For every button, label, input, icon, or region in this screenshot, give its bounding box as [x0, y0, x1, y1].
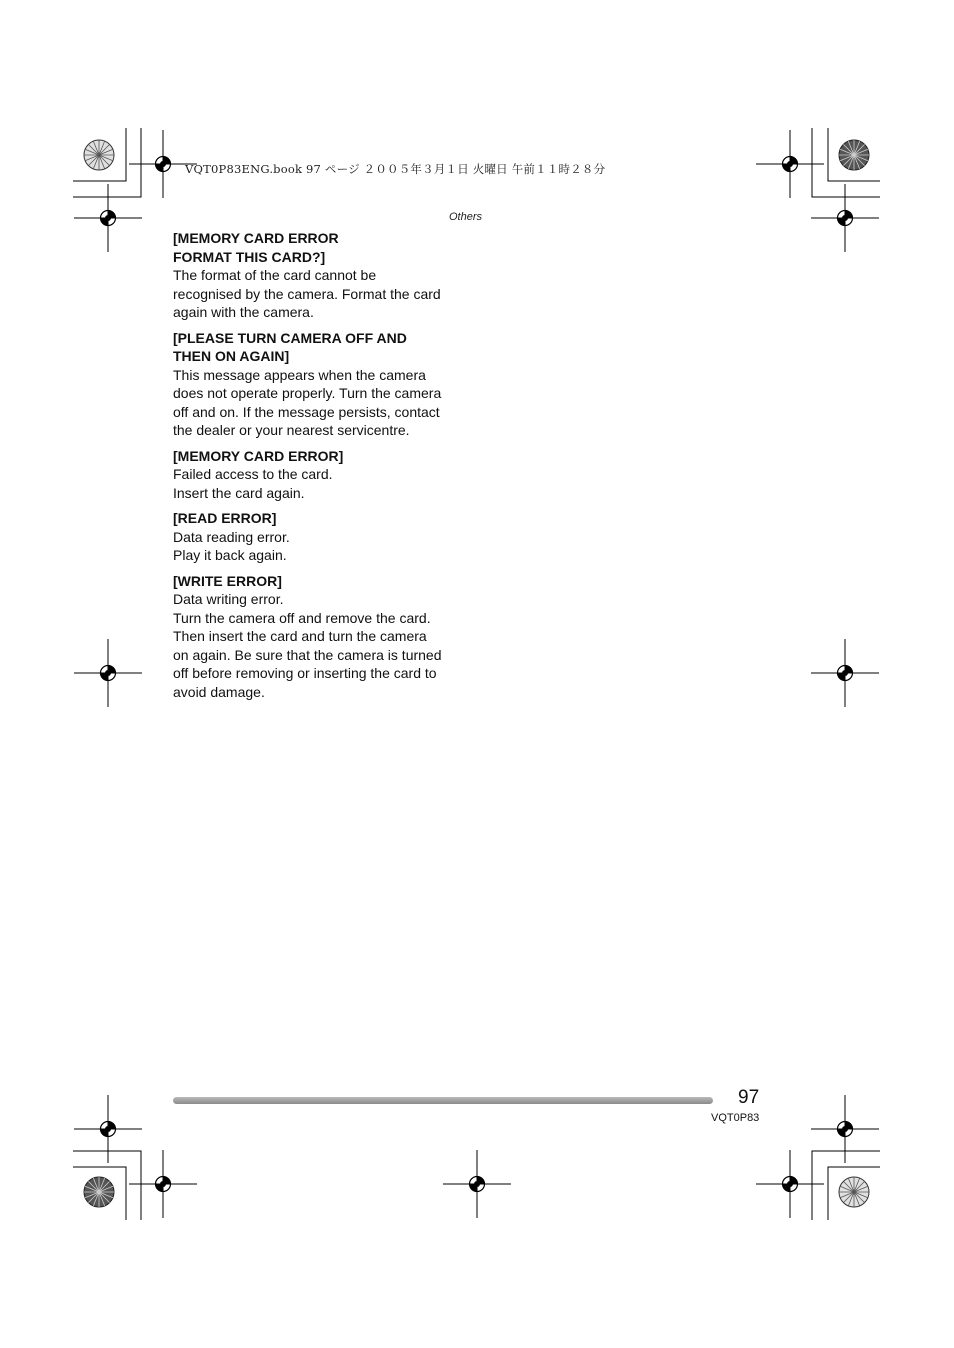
section-label: Others	[449, 211, 483, 223]
footer-bar	[173, 1097, 713, 1104]
error-entry	[173, 447, 458, 503]
error-title: [MEMORY CARD ERROR]	[173, 447, 344, 464]
error-message-list	[173, 229, 458, 708]
page-number: 97	[738, 1087, 760, 1108]
error-title: [WRITE ERROR]	[173, 572, 282, 589]
error-description: The format of the card cannot be recognised by the camera. Format the card again with the camera.	[173, 267, 441, 320]
error-description: This message appears when the camera does not operate properly. Turn the camera off and on. If the message persists, contact the dealer or your nearest servicentre.	[173, 366, 442, 438]
error-entry	[173, 229, 458, 322]
error-entry	[173, 509, 458, 565]
print-header: VQT0P83ENG.book 97 ページ ２００５年３月１日 火曜日 午前１１時２８分	[185, 162, 606, 176]
error-description: Failed access to the card. Insert the card again.	[173, 466, 333, 501]
error-entry	[173, 572, 458, 702]
error-description: Data reading error. Play it back again.	[173, 528, 290, 563]
error-description: Data writing error. Turn the camera off and remove the card. Then insert the card and turn the camera on again. Be sure that the camera is turned off before removing or inserting the card to avoid damage.	[173, 591, 442, 700]
error-title: [PLEASE TURN CAMERA OFF AND THEN ON AGAIN]	[173, 329, 407, 364]
error-title: [READ ERROR]	[173, 510, 277, 526]
model-code: VQT0P83	[711, 1112, 760, 1124]
error-title: [MEMORY CARD ERROR FORMAT THIS CARD?]	[173, 230, 339, 265]
error-entry	[173, 329, 458, 440]
